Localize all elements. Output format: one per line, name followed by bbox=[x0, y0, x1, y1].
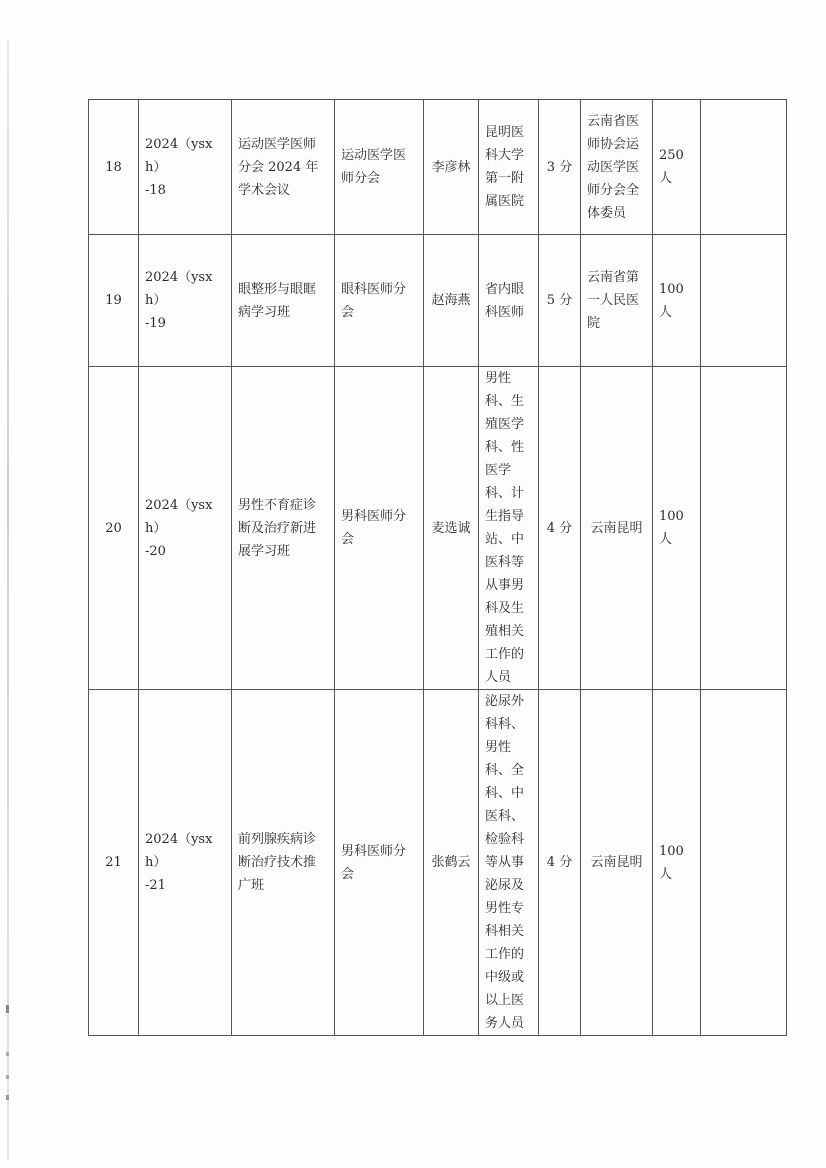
scan-mark bbox=[6, 1095, 9, 1100]
project-code-line1: 2024（ysxh） bbox=[145, 136, 213, 175]
scan-page-edge bbox=[7, 40, 9, 1160]
target-audience: 男性科、生殖医学科、性医学科、计生指导站、中医科等从事男科及生殖相关工作的人员 bbox=[479, 367, 539, 690]
project-name: 前列腺疾病诊断治疗技术推广班 bbox=[232, 690, 335, 1036]
target-audience: 昆明医科大学第一附属医院 bbox=[479, 100, 539, 235]
project-code-line2: -18 bbox=[145, 182, 166, 198]
person-in-charge: 赵海燕 bbox=[424, 235, 479, 367]
project-name: 男性不育症诊断及治疗新进展学习班 bbox=[232, 367, 335, 690]
row-number: 19 bbox=[89, 235, 139, 367]
project-code-line1: 2024（ysxh） bbox=[145, 497, 213, 536]
project-name: 眼整形与眼眶病学习班 bbox=[232, 235, 335, 367]
attendees-unit: 人 bbox=[659, 171, 673, 186]
person-in-charge: 李彦林 bbox=[424, 100, 479, 235]
target-audience: 泌尿外科科、男性科、全科、中医科、检验科等从事泌尿及男性专科相关工作的中级或以上医务人员 bbox=[479, 690, 539, 1036]
project-code bbox=[139, 100, 232, 235]
project-code bbox=[139, 367, 232, 690]
remarks bbox=[701, 690, 787, 1036]
attendees bbox=[653, 100, 701, 235]
attendees-unit: 人 bbox=[659, 532, 673, 547]
project-code bbox=[139, 690, 232, 1036]
attendees bbox=[653, 690, 701, 1036]
venue: 云南昆明 bbox=[581, 690, 653, 1036]
attendees-count: 100 bbox=[659, 843, 684, 859]
table-row bbox=[89, 100, 787, 235]
project-code-line1: 2024（ysxh） bbox=[145, 270, 213, 308]
training-projects-table bbox=[88, 99, 787, 1036]
organizer: 男科医师分会 bbox=[335, 367, 424, 690]
attendees-count: 100 bbox=[659, 509, 684, 524]
credits: 5 分 bbox=[539, 235, 581, 367]
row-number: 20 bbox=[89, 367, 139, 690]
person-in-charge: 张鹤云 bbox=[424, 690, 479, 1036]
project-name: 运动医学医师分会 2024 年学术会议 bbox=[232, 100, 335, 235]
project-code-line1: 2024（ysxh） bbox=[145, 832, 213, 870]
attendees-count: 100 bbox=[659, 281, 684, 297]
attendees-count: 250 bbox=[659, 148, 684, 163]
credits: 4 分 bbox=[539, 690, 581, 1036]
table-row bbox=[89, 367, 787, 690]
scan-mark bbox=[6, 1005, 9, 1013]
credits: 3 分 bbox=[539, 100, 581, 235]
table-row bbox=[89, 235, 787, 367]
scan-mark bbox=[6, 1075, 9, 1079]
project-code-line2: -19 bbox=[145, 316, 166, 331]
row-number: 21 bbox=[89, 690, 139, 1036]
table-row bbox=[89, 690, 787, 1036]
project-code bbox=[139, 235, 232, 367]
remarks bbox=[701, 100, 787, 235]
remarks bbox=[701, 235, 787, 367]
person-in-charge: 麦选诚 bbox=[424, 367, 479, 690]
project-code-line2: -21 bbox=[145, 878, 166, 893]
scan-mark bbox=[6, 1052, 9, 1056]
remarks bbox=[701, 367, 787, 690]
target-audience: 省内眼科医师 bbox=[479, 235, 539, 367]
venue: 云南昆明 bbox=[581, 367, 653, 690]
venue: 云南省医师协会运动医学医师分会全体委员 bbox=[581, 100, 653, 235]
credits: 4 分 bbox=[539, 367, 581, 690]
attendees bbox=[653, 235, 701, 367]
attendees-unit: 人 bbox=[659, 304, 673, 320]
attendees-unit: 人 bbox=[659, 866, 673, 882]
venue: 云南省第一人民医院 bbox=[581, 235, 653, 367]
row-number: 18 bbox=[89, 100, 139, 235]
organizer: 男科医师分会 bbox=[335, 690, 424, 1036]
organizer: 眼科医师分会 bbox=[335, 235, 424, 367]
organizer: 运动医学医师分会 bbox=[335, 100, 424, 235]
attendees bbox=[653, 367, 701, 690]
project-code-line2: -20 bbox=[145, 543, 166, 559]
